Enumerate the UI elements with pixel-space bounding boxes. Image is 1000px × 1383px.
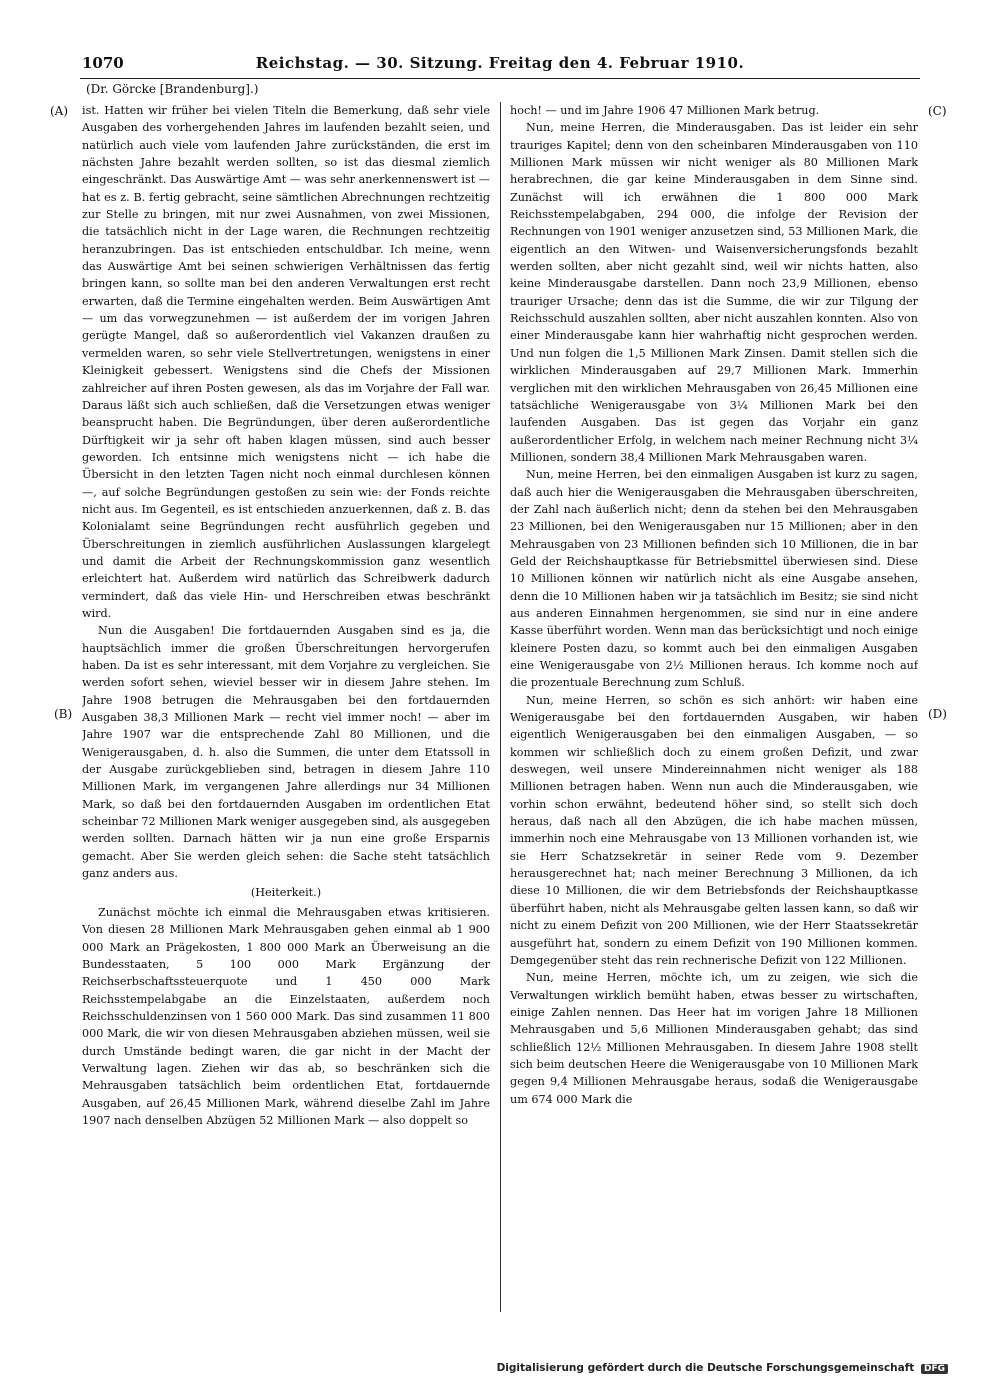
margin-marker-d: (D) — [928, 707, 947, 721]
paragraph: ist. Hatten wir früher bei vielen Titeln die Bemerkung, daß sehr viele Ausgaben des vorhergehenden Jahres im laufenden bezahlt seien, und natürlich auch viele vom laufenden Jahre zurückständen, die erst im nächsten Jahre bezahlt werden sollten, so ist das diesmal ziemlich eingeschränkt. Das Auswärtige Amt — was sehr anerkennenswert ist — hat es z. B. fertig gebracht, seine sämtlichen Abrechnungen rechtzeitig zur Stelle zu bringen, mit nur zwei Ausnahmen, von zwei Missionen, die tatsächlich nicht in der Lage waren, die Rechnungen rechtzeitig heranzubringen. Das ist entschieden entschuldbar. Ich meine, wenn das Auswärtige Amt bei seinen schwierigen Verhältnissen das fertig bringen kann, so sollte man bei den anderen Verwaltungen erst recht erwarten, daß die Termine eingehalten werden. Beim Auswärtigen Amt — um das vorwegzunehmen — ist außerdem der im vorigen Jahren gerügte Mangel, daß so außerordentlich viel Vakanzen draußen zu vermelden waren, so sehr viele Stellvertretungen, wenigstens in einer Kleinigkeit gebessert. Wenigstens sind die Chefs der Missionen zahlreicher auf ihren Posten gewesen, als das im Vorjahre der Fall war. Daraus läßt sich auch schließen, daß die Versetzungen etwas weniger beansprucht haben. Die Begründungen, über deren außerordentliche Dürftigkeit wir ja sehr oft haben klagen müssen, sind auch besser geworden. Ich entsinne mich wenigstens nicht — ich habe die Übersicht in den letzten Tagen nicht noch einmal durchlesen können —, auf solche Begründungen gestoßen zu sein wie: der Fonds reichte nicht aus. Im Gegenteil, es ist entschieden anzuerkennen, daß z. B. das Kolonialamt seine Begründungen recht ausführlich gegeben und Überschreitungen in ziemlich ausführlichen Auslassungen klargelegt und damit die Arbeit der Rechnungskommission ganz wesentlich erleichtert hat. Außerdem wird natürlich das Schreibwerk dadurch vermindert, daß das viele Hin- und Herschreiben etwas beschränkt wird. — [82, 104, 490, 620]
left-column — [82, 102, 490, 1312]
column-divider — [500, 102, 501, 1312]
running-title: Reichstag. — 30. Sitzung. Freitag den 4. Februar 1910. — [255, 54, 745, 72]
paragraph: Nun, meine Herren, möchte ich, um zu zeigen, wie sich die Verwaltungen wirklich bemüht haben, etwas besser zu wirtschaften, einige Zahlen nennen. Das Heer hat im vorigen Jahre 18 Millionen Mehrausgaben und 5,6 Millionen Minderausgaben gehabt; das sind schließlich 12½ Millionen Mehrausgaben. In diesem Jahre 1908 stellt sich beim deutschen Heere die Wenigerausgabe von 10 Millionen Mark gegen 9,4 Millionen Mehrausgabe heraus, sodaß die Wenigerausgabe um 674 000 Mark die — [510, 971, 918, 1106]
paragraph: Nun, meine Herren, so schön es sich anhört: wir haben eine Wenigerausgabe bei den fortdauernden Ausgaben, wir haben eigentlich Wenigerausgaben bei den einmaligen Ausgaben, — so kommen wir schließlich doch zu einem großen Defizit, und zwar deswegen, weil unsere Mindereinnahmen nicht weniger als 188 Millionen betragen haben. Wenn nun auch die Minderausgaben, wie vorhin schon erwähnt, bedeutend höher sind, so stellt sich doch heraus, daß nach all den Abzügen, die ich habe machen müssen, immerhin noch eine Mehrausgabe von 13 Millionen vorhanden ist, wie sie Herr Schatzsekretär in seiner Rede vom 9. Dezember herausgerechnet hat; nach meiner Berechnung 3 Millionen, da ich diese 10 Millionen, die wir dem Betriebsfonds der Reichshauptkasse überführt haben, nicht als Mehrausgabe gelten lassen kann, so daß wir nicht zu einem Defizit von 200 Millionen, wie der Herr Staatssekretär ausgeführt hat, sondern zu einem Defizit von 190 Millionen kommen. Demgegenüber steht das rein rechnerische Defizit von 122 Millionen. — [510, 693, 918, 967]
page-number: 1070 — [82, 54, 124, 72]
page-header — [80, 52, 920, 79]
footer-text: Digitalisierung gefördert durch die Deutsche Forschungsgemeinschaft — [496, 1362, 915, 1374]
speaker-byline: (Dr. Görcke [Brandenburg].) — [86, 82, 259, 96]
margin-marker-b: (B) — [54, 707, 73, 721]
paragraph: Nun, meine Herren, bei den einmaligen Ausgaben ist kurz zu sagen, daß auch hier die Wenigerausgaben die Mehrausgaben überschreiten, der Zahl nach äußerlich nicht; denn da stehen bei den Mehrausgaben 23 Millionen, bei den Wenigerausgaben nur 15 Millionen; aber in den Mehrausgaben von 23 Millionen befinden sich 10 Millionen, die in bar Geld der Reichshauptkasse für Betriebsmittel überwiesen sind. Diese 10 Millionen können wir natürlich nicht als eine Ausgabe ansehen, denn die 10 Millionen haben wir ja tatsächlich im Besitz; sie sind nicht aus anderen Einnahmen hergenommen, sie sind nur in eine andere Kasse überführt worden. Wenn man das berücksichtigt und noch einige kleinere Posten dazu, so kommt auch bei den einmaligen Ausgaben eine Wenigerausgabe von 2½ Millionen heraus. Ich komme noch auf die prozentuale Berechnung zum Schluß. — [510, 468, 918, 690]
interjection: (Heiterkeit.) — [250, 886, 322, 900]
paragraph: Nun, meine Herren, die Minderausgaben. Das ist leider ein sehr trauriges Kapitel; denn von den scheinbaren Minderausgaben von 110 Millionen Mark müssen wir nicht weniger als 80 Millionen Mark herabrechnen, die gar keine Minderausgaben in dem Sinne sind. Zunächst will ich erwähnen die 1 800 000 Mark Reichsstempelabgaben, 294 000, die infolge der Revision der Rechnungen von 1901 weniger anzusetzen sind, 53 Millionen Mark, die eigentlich an den Witwen- und Waisenversicherungsfonds bezahlt werden sollten, aber nicht gezahlt sind, weil wir nichts hatten, also keine Minderausgabe darstellen. Dann noch 23,9 Millionen, ebenso trauriger Ursache; denn das ist die Summe, die wir zur Tilgung der Reichsschuld auszahlen sollten, aber nicht auszahlen konnten. Also von einer Minderausgabe kann hier wahrhaftig nicht gesprochen werden. Und nun folgen die 1,5 Millionen Mark Zinsen. Damit stellen sich die wirklichen Minderausgaben auf 29,7 Millionen Mark. Immerhin verglichen mit den wirklichen Mehrausgaben von 26,45 Millionen eine tatsächliche Wenigerausgabe von 3¼ Millionen Mark bei den laufenden Ausgaben. Das ist gegen das Vorjahr ein ganz außerordentlicher Erfolg, in welchem nach meiner Rechnung nicht 3¼ Millionen, sondern 38,4 Millionen Mark Mehrausgaben waren. — [510, 121, 918, 464]
funding-footer — [497, 1362, 948, 1374]
paragraph: Nun die Ausgaben! Die fortdauernden Ausgaben sind es ja, die hauptsächlich immer die großen Überschreitungen hervorgerufen haben. Da ist es sehr interessant, mit dem Vorjahre zu vergleichen. Sie werden sofort sehen, wieviel besser wir in diesem Jahre stehen. Im Jahre 1908 betrugen die Mehrausgaben bei den fortdauernden Ausgaben 38,3 Millionen Mark — recht viel immer noch! — aber im Jahre 1907 war die entsprechende Zahl 80 Millionen, und die Wenigerausgaben, d. h. also die Summen, die unter dem Etatssoll in der Ausgabe zurückgeblieben sind, betragen in diesem Jahre 110 Millionen Mark, im vergangenen Jahre allerdings nur 34 Millionen Mark, so daß bei den fortdauernden Ausgaben im ordentlichen Etat scheinbar 72 Millionen Mark weniger ausgegeben sind, als ausgegeben werden sollten. Darnach hätten wir ja nun eine große Ersparnis gemacht. Aber Sie werden gleich sehen: die Sache steht tatsächlich ganz anders aus. — [82, 624, 490, 881]
dfg-logo: DFG — [921, 1364, 948, 1374]
margin-marker-c: (C) — [928, 104, 947, 118]
margin-marker-a: (A) — [50, 104, 69, 118]
right-column — [510, 102, 918, 1312]
paragraph: Zunächst möchte ich einmal die Mehrausgaben etwas kritisieren. Von diesen 28 Millionen Mark Mehrausgaben gehen einmal ab 1 900 000 Mark an Prägekosten, 1 800 000 Mark an Überweisung an die Bundesstaaten, 5 100 000 Mark Ergänzung der Reichserbschaftssteuerquote und 1 450 000 Mark Reichsstempelabgabe an die Einzelstaaten, außerdem noch Reichsschuldenzinsen von 1 560 000 Mark. Das sind zusammen 11 800 000 Mark, die wir von diesen Mehrausgaben abziehen müssen, weil sie durch Umstände bedingt waren, die gar nicht in der Macht der Verwaltung lagen. Ziehen wir das ab, so beschränken sich die Mehrausgaben tatsächlich beim ordentlichen Etat, fortdauernde Ausgaben, auf 26,45 Millionen Mark, während dieselbe Zahl im Jahre 1907 nach denselben Abzügen 52 Millionen Mark — also doppelt so — [82, 905, 490, 1127]
paragraph: hoch! — und im Jahre 1906 47 Millionen Mark betrug. — [510, 104, 820, 117]
